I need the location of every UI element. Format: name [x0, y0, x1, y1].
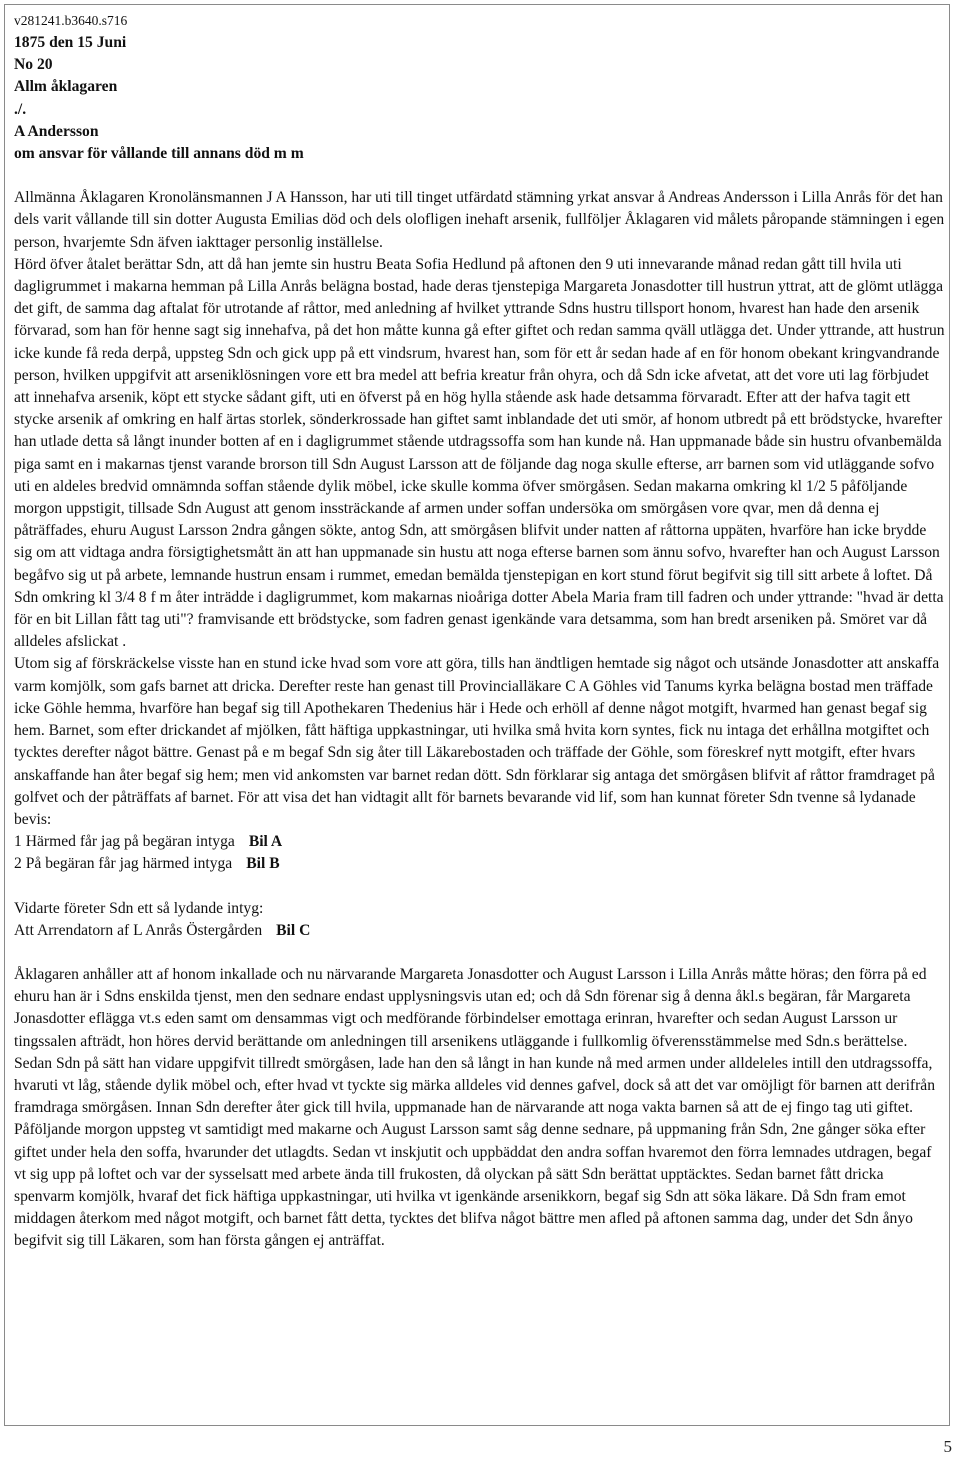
spacer — [14, 942, 946, 964]
certificate-2-text: 2 På begäran får jag härmed intyga — [14, 855, 233, 873]
attachment-c: Bil C — [276, 921, 311, 939]
attachment-a: Bil A — [248, 833, 283, 851]
plaintiff: Allm åklagaren — [14, 78, 118, 96]
certificate-3 — [14, 920, 946, 942]
certificate-3-text: Att Arrendatorn af L Anrås Östergården — [14, 921, 263, 939]
certificate-1 — [14, 831, 946, 853]
document-content — [14, 10, 946, 1253]
case-date: 1875 den 15 Juni — [14, 34, 127, 51]
versus-separator: ./. — [14, 100, 27, 118]
paragraph-claim: Allmänna Åklagaren Kronolänsmannen J A Hansson, har uti till tinget utfärdatd stämning yrkat ansvar å Andreas Andersson i Lilla Anrås för det han dels varit vållande till sin dotter Augusta Emilias död och dels olofligen inehaft arsenik, fullföljer Åklagaren vid målets påropande stämningen i egen person, hvarjemte Sdn äfven iakttager personlig inställelse. — [14, 189, 945, 251]
paragraph-testimony: Hörd öfver åtalet berättar Sdn, att då han jemte sin hustru Beata Sofia Hedlund på aftonen den 9 uti innevarande månad redan gått till hvila uti dagligrummet i makarna hemman på Lilla Anrås belägna bostad, hade deras tjenstepiga Margareta Jonasdotter till hustrun yttrat, att de glömt utlägga det gift, de samma dag aftalat för utrotande af råttor, med anledning af hvilket yttrande Sdns hustru tillsport honom, hvarest han hade den arsenik förvarad, som han för henne sagt sig innehafva, på det hon måtte kunna gå efter giftet och redan samma qväll utlägga det. Under yttrande, att hustrun icke kunde få reda derpå, uppsteg Sdn och gick upp på ett vindsrum, hvarest han, som för ett år sedan hade af en för honom obekant kringvandrande person, hvilken uppgifvit att arseniklösningen vore ett bra medel att befria kreatur från ohyra, och då Sdn icke afvetat, att det vore uti lag förbjudet att innehafva arsenik, köpt ett stycke sådant gift, uti en öfverst på en hög hylla stående ask hade detsamma förvaradt. Efter att der hafva tagit ett stycke arsenik af omkring en half ärtas storlek, sönderkrossade han giftet samt inblandade det uti smör, af honom utbredt på ett brödstycke, hvarefter han utlade detta så långt inunder botten af en i dagligrummet stående utdragssoffa som han kunde nå. Han uppmanade både sin hustru ofvanbemälda piga samt en i makarnas tjenst varande brorson till Sdn August Larsson att de följande dag noga skulle efterse, arr barnen som vid utläggande sofvo uti en aldeles bredvid omnämnda soffan stående dylik möbel, icke skulle komma öfver smörgåsen. Sedan makarna omkring kl 1/2 5 påföljande morgon uppstigit, tillsade Sdn August att genom inssträckande af armen under soffan undersöka om smörgåsen vore qvar, men då denna ej påträffades, ehuru August Larsson 2ndra gången sökte, antog Sdn, att smörgåsen blifvit under natten af råttorna uppäten, hvarföre han icke brydde sig om att vidtaga andra försigtighetsmått än att han uppmanade sin hustu att noga efterse barnen som ännu sofvo, hvarefter han och August Larsson begåfvo sig ut på arbete, lemnande hustrun ensam i rummet, emedan bemälda tjenstepigan en kort stund förut begifvit sig till sitt arbete å loftet. Då Sdn omkring kl 3/4 8 f m åter inträdde i dagligrummet, kom makarnas nioåriga dotter Abela Maria fram till fadren och under yttrande: "hvad är detta för en bit Lillan fått tag uti"? framvisande ett brödstycke, som fadren genast igenkände vara detsamma, som han bredt arseniken på. Smöret var då alldeles afslickat . — [14, 255, 945, 651]
spacer — [14, 165, 946, 187]
defendant: A Andersson — [14, 122, 99, 140]
paragraph-aftermath: Utom sig af förskräckelse visste han en stund icke hvad som vore att göra, tills han ändtligen hemtade sig något och utsände Jonasdotter att anskaffa varm komjölk, som gafs barnet att dricka. Derefter reste han genast till Provincialläkare C A Göhles vid Tanums kyrka belägna bostad men träffade icke Göhle hemma, hvarföre han begaf sig till Apothekaren Thedenius här i Hede och erhöll af denne något motgift, hvarmed han genast begaf sig hem. Barnet, som efter drickandet af mjölken, fått häftiga uppkastningar, uti hvilka små hvita korn syntes, fick nu intaga det erhållna motgiftet och tycktes derefter något bättre. Genast på e m begaf Sdn sig åter till Läkarebostaden och träffade der Göhle, som föreskref nytt motgift, efter hvars anskaffande han åter begaf sig hem; men vid ankomsten var barnet redan dött. Sdn förklarar sig antaga det smörgåsen blifvit af råttor framdraget på golfvet och der påträffats af barnet. För att visa det han vidtagit allt för barnets bevarande vid lif, som han kunnat företer Sdn tvenne så lydanade bevis: — [14, 655, 940, 828]
spacer — [14, 876, 946, 898]
case-number: No 20 — [14, 56, 53, 74]
certificate-1-text: 1 Härmed får jag på begäran intyga — [14, 833, 235, 851]
case-subject: om ansvar för vållande till annans död m m — [14, 145, 304, 163]
further-certificate-intro: Vidarte företer Sdn ett så lydande intyg: — [14, 899, 264, 917]
page-number: 5 — [943, 1437, 952, 1456]
paragraph-witness: Åklagaren anhåller att af honom inkallade och nu närvarande Margareta Jonasdotter och August Larsson i Lilla Anrås måtte höras; den förra på ed ehuru han är i Sdns enskilda tjenst, men den sednare endast upplysningsvis utan ed; och då Sdn förenar sig å denna åkl.s begäran, får Margareta Jonasdotter eflägga vt.s eden samt om densammas vigt och medförande förbindelser emottaga erinran, hvarefter och sedan August Larsson ur tingssalen afträdt, hon höres dervid berättande om anledningen till arsenikens utläggande i fullkomlig öfverensstämmelse med Sdn.s berättelse. Sedan Sdn på sätt han vidare uppgifvit tillredt smörgåsen, lade han den så långt in han kunde nå med armen under alldeleles intill den utdragssoffa, hvaruti vt låg, stående dylik möbel och, efter hvad vt tyckte sig märka alldeles vid dennes gafvel, dock så att det var omöjligt för barnen att derifrån framdraga smörgåsen. Innan Sdn derefter åter gick till hvila, uppmanade han de närvarande att noga vakta barnen så att de ej fingo tag uti giftet. Påföljande morgon uppsteg vt samtidigt med makarne och August Larsson samt såg denne sednare, på uppmaning från Sdn, 2ne gånger söka efter giftet under hela den soffa, hvarunder det utlagdts. Sedan vt inskjutit och uppbäddat den andra soffan hvaremot den förra lemnades utdragen, begaf vt sig upp på loftet och var der sysselsatt med arbete ända till frukosten, då olyckan på sätt Sdn berättat upptäcktes. Sedan barnet fått dricka spenvarm komjölk, hvaraf det fick häftiga uppkastningar, uti hvilka vt igenkände arsenikkorn, begaf sig Sdn att söka läkare. Då Sdn fram emot middagen återkom med något motgift, och barnet fått detta, tycktes det blifva något bättre men afled på aftonen samma dag, under det Sdn ånyo begifvit sig till Läkaren, som han första gången ej anträffat. — [14, 965, 936, 1250]
attachment-b: Bil B — [246, 855, 280, 873]
certificate-2 — [14, 853, 946, 875]
archive-reference: v281241.b3640.s716 — [14, 13, 128, 28]
